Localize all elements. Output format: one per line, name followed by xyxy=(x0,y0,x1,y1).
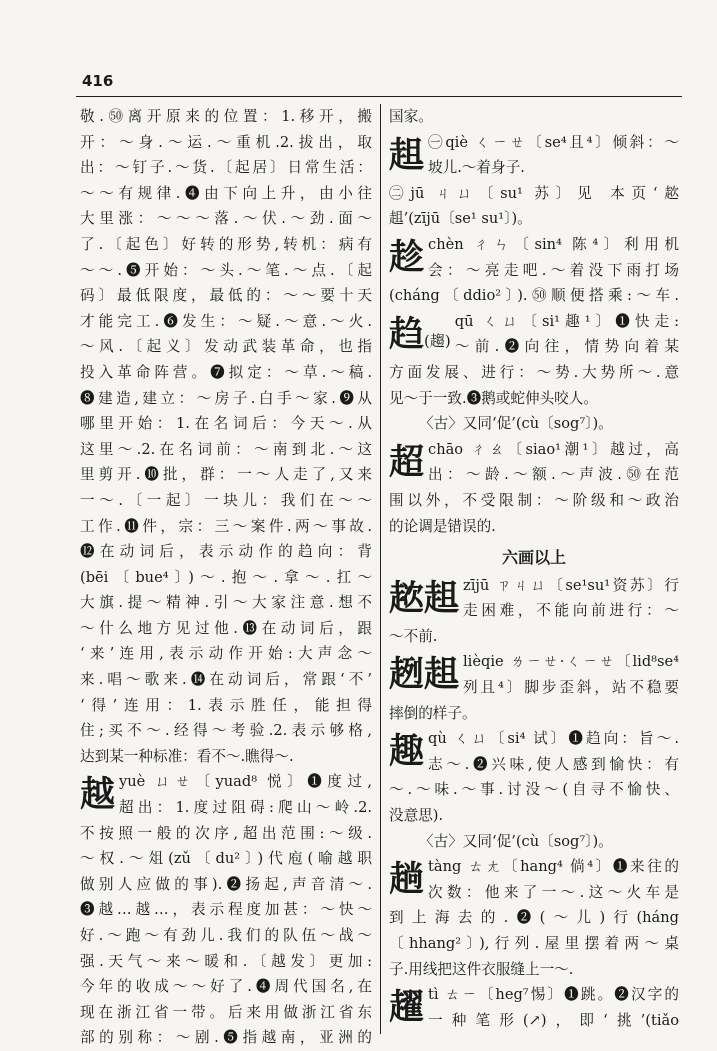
entry-line: 投入革命阵营。❼拟定：～草.～稿. xyxy=(80,363,372,381)
entry-line: ‘来’连用,表示动作开始:大声念～ xyxy=(80,645,372,663)
entry-line: 到上海去的.❷(～儿)行(háng xyxy=(389,909,679,927)
headword-qu: 趋(趨) xyxy=(389,313,451,355)
entry-line: 方面发展、进行：～势.大势所～.意 xyxy=(389,363,679,381)
headword-ti: 趯 xyxy=(389,987,425,1029)
entry-line: ～风.〔起义〕发动武装革命，也指 xyxy=(80,338,372,356)
headword-tang: 趟 xyxy=(389,859,425,901)
entry-line: 列且⁴〕脚步歪斜，站不稳要 xyxy=(463,679,679,697)
entry-line: 敬.㊿离开原来的位置：1.移开，搬 xyxy=(80,108,372,125)
entry-line: 部的别称：～剧.❺指越南，亚洲的 xyxy=(80,1029,372,1047)
entry-line: lièqie ㄌㄧㄝ·ㄑㄧㄝ〔lid⁸se⁴ xyxy=(463,653,679,671)
entry-line: 一～.〔一起〕一块儿：我们在～～ xyxy=(80,491,372,509)
entry-line: 坡儿.～着身子. xyxy=(428,159,525,177)
headword-qie: 趄 xyxy=(389,134,425,176)
entry-line: 了.〔起色〕好转的形势,转机：病有 xyxy=(80,235,372,253)
entry-line: qù ㄑㄩ〔si⁴ 试〕❶趋向：旨～. xyxy=(428,730,679,748)
headword-ziju: 趑趄 xyxy=(389,577,460,619)
entry-line: 达到某一种标准：看不～.瞧得～. xyxy=(80,747,294,765)
entry-line: 强.天气～来～暖和.〔越发〕更加: xyxy=(80,952,372,970)
entry-line: ❸越…越…，表示程度加甚：～快～ xyxy=(80,901,372,919)
entry-line: 出：～龄.～额.～声波.㊿在范 xyxy=(428,466,679,484)
entry-line: 好.～跑～有劲儿.我们的队伍～战～ xyxy=(80,927,372,944)
entry-line: ⓬在动词后，表示动作的趋向：背 xyxy=(80,543,372,561)
entry-line: ～～.❺开始：～头.～笔.～点.〔起 xyxy=(80,261,372,279)
entry-line: 来.唱～歌来.⓮在动词后，常跟‘不’ xyxy=(80,671,372,689)
headword-yue: 越 xyxy=(80,774,116,816)
entry-line: ‘得’连用：1.表示胜任，能担得 xyxy=(80,696,372,714)
entry-line: 住;买不～.经得～考验.2.表示够格, xyxy=(80,722,372,740)
entry-line: 现在浙江省一带。后来用做浙江省东 xyxy=(80,1003,372,1021)
left-column xyxy=(80,104,372,1051)
entry-line: 里剪开.❿批，群：一～人走了,又来 xyxy=(80,466,372,484)
entry-line: ～不前. xyxy=(389,627,438,645)
headword-chen: 趁 xyxy=(389,236,425,278)
entry-line: 大旗.提～精神.引～大家注意.想不 xyxy=(80,594,372,612)
entry-line: 才能完工.❻发生：～疑.～意.～火. xyxy=(80,312,372,330)
entry-line: qū ㄑㄩ〔si¹趣¹〕❶快走: xyxy=(454,312,679,330)
entry-line: ㊀qiè ㄑㄧㄝ〔se⁴且⁴〕倾斜：～ xyxy=(428,133,679,151)
entry-line: 〈古〉又同‘促’(cù〔sog⁷〕)。 xyxy=(419,415,613,433)
entry-line: 没意思). xyxy=(389,807,444,825)
headword-chao: 超 xyxy=(389,441,425,483)
entry-line: 码〕最低限度，最低的：～～要十天 xyxy=(80,287,372,305)
entry-line: 这里～.2.在名词前：～南到北.～这 xyxy=(80,440,372,458)
section-heading: 六画以上 xyxy=(501,548,566,568)
entry-line: 一种笔形(↗)，即‘挑’(tiǎo xyxy=(428,1011,679,1029)
entry-line: 摔倒的样子。 xyxy=(389,704,477,722)
entry-line: tàng ㄊㄤ〔hang⁴ 倘⁴〕❶来往的 xyxy=(428,858,679,876)
entry-line: 次数：他来了一～.这～火车是 xyxy=(428,883,679,901)
entry-line: ～什么地方见过他.⓭在动词后，跟 xyxy=(80,619,372,637)
entry-line: 国家。 xyxy=(389,108,433,125)
entry-line: 大里涨：～～～落.～伏.～劲.面～ xyxy=(80,210,372,228)
entry-line: 会：～亮走吧.～着没下雨打场 xyxy=(428,261,679,279)
entry-line: 哪里开始：1.在名词后：今天～.从 xyxy=(80,415,372,433)
entry-line: ～权.～俎(zǔ〔du²〕)代庖(喻越职 xyxy=(80,850,372,868)
entry-line: chèn ㄔㄣ〔sin⁴ 陈⁴〕利用机 xyxy=(428,235,679,253)
headword-lieqie: 趔趄 xyxy=(389,654,460,696)
entry-line: zījū ㄗㄐㄩ〔se¹su¹资苏〕行 xyxy=(463,576,679,594)
header-rule xyxy=(76,96,682,97)
entry-line: 做别人应做的事).❷扬起,声音清～. xyxy=(80,875,372,893)
page-number: 416 xyxy=(82,72,114,90)
entry-line: 开：～身.～运.～重机.2.拔出，取 xyxy=(80,133,372,151)
right-column xyxy=(389,104,679,1033)
entry-line: chāo ㄔㄠ〔siao¹潮¹〕越过，高 xyxy=(428,440,679,458)
entry-line: yuè ㄩㄝ〔yuad⁸ 悦〕❶度过, xyxy=(119,773,372,791)
entry-line: 工作.⓫件，宗：三～案件.两～事故. xyxy=(80,517,372,535)
entry-line: ～前.❷向往，情势向着某 xyxy=(454,338,679,356)
column-divider xyxy=(380,104,381,1034)
entry-line: ❽建造,建立：～房子.白手～家.❾从 xyxy=(80,389,372,407)
entry-line: (bēi〔bue⁴〕)～.抱～.拿～.扛～ xyxy=(80,568,372,586)
entry-line: 超出：1.度过阻碍:爬山～岭.2. xyxy=(119,799,372,817)
entry-line: 出：～钉子.～货.〔起居〕日常生活： xyxy=(80,159,372,177)
entry-line: 子.用线把这件衣服缝上一～. xyxy=(389,960,574,978)
entry-line: (cháng〔ddio²〕).㊿顺便搭乘:～车. xyxy=(389,287,679,305)
entry-line: 〔hhang²〕),行列.屋里摆着两～桌 xyxy=(389,935,679,952)
entry-line: 今年的收成～～好了.❹周代国名,在 xyxy=(80,978,372,996)
entry-line: 围以外，不受限制：～阶级和～政治 xyxy=(389,491,679,509)
entry-line: 的论调是错误的. xyxy=(389,517,496,535)
entry-line: 〈古〉又同‘促’(cù〔sog⁷〕)。 xyxy=(419,832,613,850)
entry-line: 走困难，不能向前进行：～ xyxy=(463,602,679,620)
entry-line: 趄’(zījū〔se¹ su¹〕)。 xyxy=(389,210,532,228)
entry-line: ～.～味.～事.讨没～(自寻不愉快、 xyxy=(389,781,679,799)
entry-line: 志～.❷兴味,使人感到愉快：有 xyxy=(428,755,679,773)
entry-line: ㊁jū ㄐㄩ〔su¹ 苏〕见 本页‘趑 xyxy=(389,184,679,202)
entry-line: 不按照一般的次序,超出范围:～级. xyxy=(80,824,372,842)
headword-qu-interest: 趣 xyxy=(389,731,425,773)
entry-line: tì ㄊㄧ〔heg⁷惕〕❶跳。❷汉字的 xyxy=(428,986,679,1004)
entry-line: ～～有规律.❹由下向上升，由小往 xyxy=(80,184,372,202)
entry-line: 见～于一致.❸鹅或蛇伸头咬人。 xyxy=(389,389,598,407)
